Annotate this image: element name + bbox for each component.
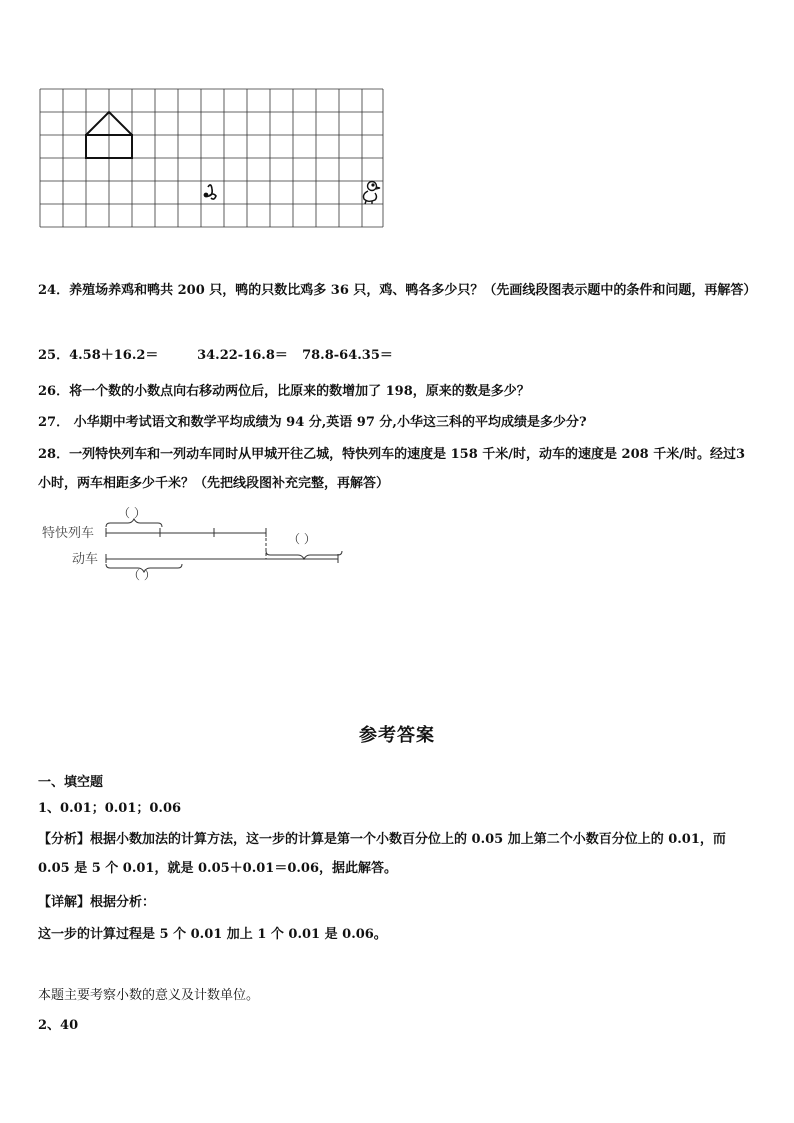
paren-right: （ ） [288, 532, 316, 546]
q25-expr-2: 34.22-16.8＝ [197, 348, 288, 363]
brace-top [106, 519, 162, 527]
q25-expr-3: 78.8-64.35＝ [302, 348, 393, 363]
answers-title: 参考答案 [359, 725, 435, 746]
small-figure-icon [204, 185, 216, 199]
question-25 [38, 341, 760, 370]
answer-1-detail-label: 【详解】根据分析： [38, 895, 156, 910]
q25-label: 25． [38, 348, 70, 363]
q25-expr-1: 4.58＋16.2＝ [69, 348, 159, 363]
label-bullet-train: 动车 [72, 552, 99, 567]
answer-1: 1、0.01；0.01；0.06 [38, 801, 182, 816]
question-27: 27． 小华期中考试语文和数学平均成绩为 94 分,英语 97 分,小华这三科的平均成绩是多少分? [38, 415, 587, 430]
duck-icon [364, 182, 381, 205]
grid-figure [38, 88, 386, 232]
segment-diagram [100, 515, 350, 577]
answer-2: 2、40 [38, 1018, 79, 1033]
section-fill-blank: 一、填空题 [38, 775, 104, 790]
answer-1-analysis: 【分析】根据小数加法的计算方法，这一步的计算是第一个小数百分位上的 0.05 加上第二个小数百分位上的 0.01，而 0.05 是 5 个 0.01，就是 0.05＋0.01＝0.06，据此解答。 [38, 832, 726, 876]
question-24: 24．养殖场养鸡和鸭共 200 只，鸭的只数比鸡多 36 只，鸡、鸭各多少只？（先画线段图表示题中的条件和问题，再解答） [38, 283, 757, 298]
brace-right [266, 551, 342, 559]
paren-top: （ ） [118, 506, 146, 520]
label-express-train: 特快列车 [42, 526, 95, 541]
answer-1-note: 本题主要考察小数的意义及计数单位。 [38, 988, 260, 1003]
paren-bottom: （ ） [128, 568, 156, 582]
question-28: 28．一列特快列车和一列动车同时从甲城开往乙城，特快列车的速度是 158 千米/时，动车的速度是 208 千米/时。经过3 小时，两车相距多少千米？（先把线段图补充完整，再解答） [38, 447, 746, 491]
answer-1-detail: 这一步的计算过程是 5 个 0.01 加上 1 个 0.01 是 0.06。 [38, 927, 387, 942]
brace-bottom [106, 564, 182, 572]
question-26: 26．将一个数的小数点向右移动两位后，比原来的数增加了 198，原来的数是多少？ [38, 384, 530, 399]
